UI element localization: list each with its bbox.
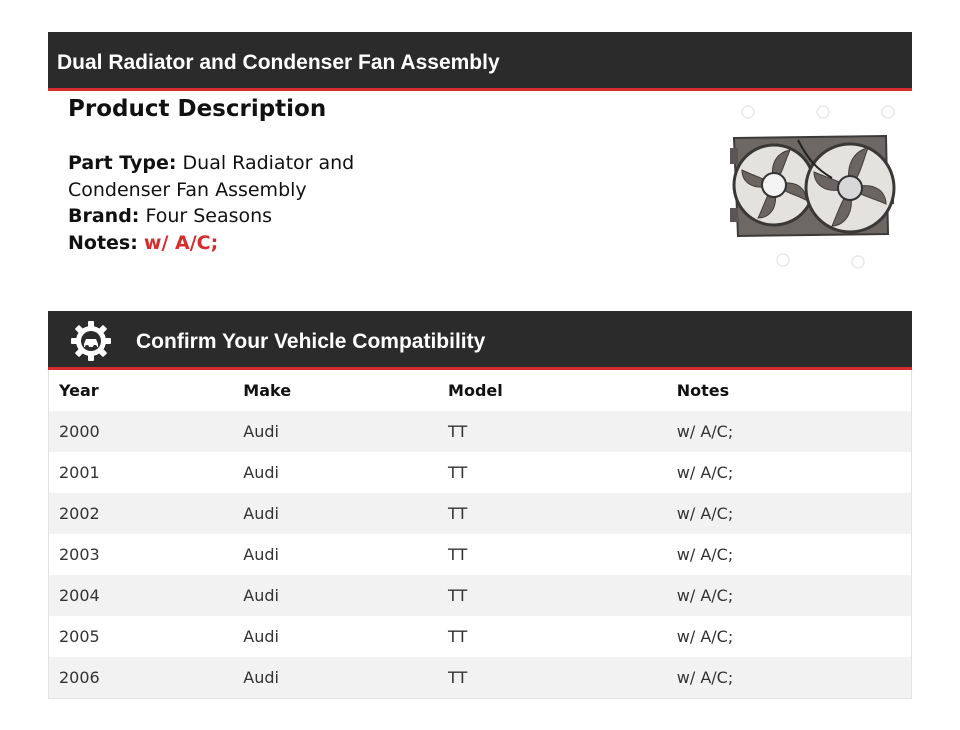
brand-line [68,203,448,230]
cell-notes: w/ A/C; [667,452,912,493]
description-heading: Product Description [68,96,327,122]
cell-model: TT [438,452,667,493]
cell-make: Audi [233,616,438,657]
cell-model: TT [438,616,667,657]
cell-notes: w/ A/C; [667,575,912,616]
table-header-row [49,370,912,411]
gear-car-icon [70,320,112,362]
table-row [49,575,912,616]
column-header-notes: Notes [667,370,912,411]
cell-model: TT [438,534,667,575]
cell-make: Audi [233,657,438,698]
cell-year: 2005 [49,616,234,657]
cell-year: 2001 [49,452,234,493]
cell-notes: w/ A/C; [667,657,912,698]
cell-notes: w/ A/C; [667,493,912,534]
part-type-label: Part Type: [68,152,177,174]
cell-make: Audi [233,493,438,534]
notes-value: w/ A/C; [143,231,219,254]
compatibility-title-bar [48,311,912,370]
table-row [49,616,912,657]
cell-make: Audi [233,452,438,493]
part-type-value: Dual Radiator and Condenser Fan Assembly [68,152,355,201]
cell-year: 2003 [49,534,234,575]
cell-model: TT [438,411,667,452]
cell-year: 2004 [49,575,234,616]
cell-model: TT [438,575,667,616]
part-type-line [68,150,448,203]
notes-line [68,230,448,257]
cell-notes: w/ A/C; [667,534,912,575]
cell-year: 2000 [49,411,234,452]
table-row [49,452,912,493]
table-row [49,534,912,575]
product-title-bar [48,32,912,91]
cell-make: Audi [233,534,438,575]
table-row [49,657,912,698]
column-header-make: Make [233,370,438,411]
compatibility-title: Confirm Your Vehicle Compatibility [136,330,486,353]
compatibility-table [48,370,912,699]
cell-model: TT [438,657,667,698]
fan-assembly-image [728,100,908,272]
product-title: Dual Radiator and Condenser Fan Assembly [57,51,500,74]
cell-notes: w/ A/C; [667,616,912,657]
column-header-model: Model [438,370,667,411]
cell-notes: w/ A/C; [667,411,912,452]
cell-year: 2006 [49,657,234,698]
column-header-year: Year [49,370,234,411]
cell-model: TT [438,493,667,534]
cell-make: Audi [233,575,438,616]
table-row [49,411,912,452]
product-details [68,150,448,256]
brand-value: Four Seasons [145,205,273,227]
notes-label: Notes: [68,231,138,254]
table-row [49,493,912,534]
cell-year: 2002 [49,493,234,534]
cell-make: Audi [233,411,438,452]
brand-label: Brand: [68,205,140,227]
